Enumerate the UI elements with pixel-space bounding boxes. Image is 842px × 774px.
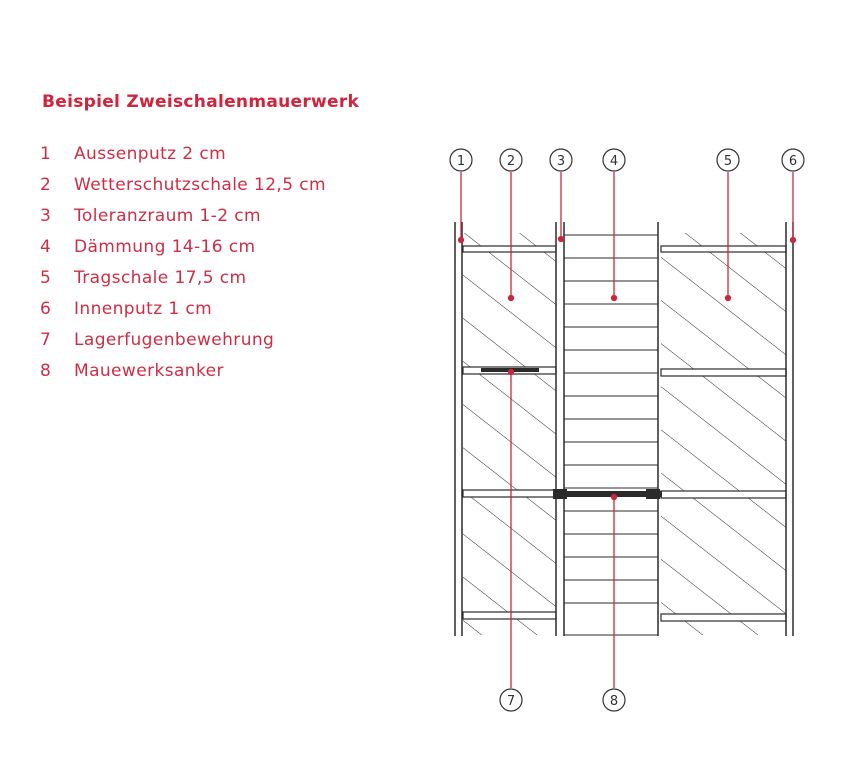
legend-label: Mauewerksanker <box>74 361 224 381</box>
callout-1 <box>450 149 472 171</box>
callout-7 <box>500 689 522 711</box>
svg-text:2: 2 <box>506 154 516 169</box>
outer-leaf-brick <box>463 233 556 635</box>
callout-5 <box>717 149 739 171</box>
inner-leaf-brick <box>661 233 786 635</box>
legend-number: 1 <box>40 144 52 164</box>
svg-text:7: 7 <box>506 694 516 709</box>
legend-label: Aussenputz 2 cm <box>74 144 227 164</box>
svg-text:5: 5 <box>723 154 733 169</box>
legend-label: Innenputz 1 cm <box>74 299 213 319</box>
legend-label: Lagerfugenbewehrung <box>74 330 275 350</box>
svg-text:4: 4 <box>609 154 619 169</box>
insulation-layer <box>564 235 658 635</box>
legend-label: Toleranzraum 1-2 cm <box>74 206 262 226</box>
legend-number: 5 <box>40 268 52 288</box>
callout-3 <box>550 149 572 171</box>
legend-label: Dämmung 14-16 cm <box>74 237 256 257</box>
diagram-title: Beispiel Zweischalenmauerwerk <box>42 92 360 112</box>
callout-2 <box>500 149 522 171</box>
legend-label: Tragschale 17,5 cm <box>74 268 247 288</box>
legend-number: 7 <box>40 330 52 350</box>
legend-label: Wetterschutzschale 12,5 cm <box>74 175 326 195</box>
callout-4 <box>603 149 625 171</box>
legend-number: 2 <box>40 175 52 195</box>
legend-number: 4 <box>40 237 52 257</box>
legend-number: 8 <box>40 361 52 381</box>
legend-number: 6 <box>40 299 52 319</box>
svg-text:6: 6 <box>788 154 798 169</box>
svg-text:1: 1 <box>456 154 466 169</box>
svg-text:8: 8 <box>609 694 619 709</box>
svg-text:3: 3 <box>556 154 566 169</box>
callout-8 <box>603 689 625 711</box>
callout-6 <box>782 149 804 171</box>
legend-number: 3 <box>40 206 52 226</box>
